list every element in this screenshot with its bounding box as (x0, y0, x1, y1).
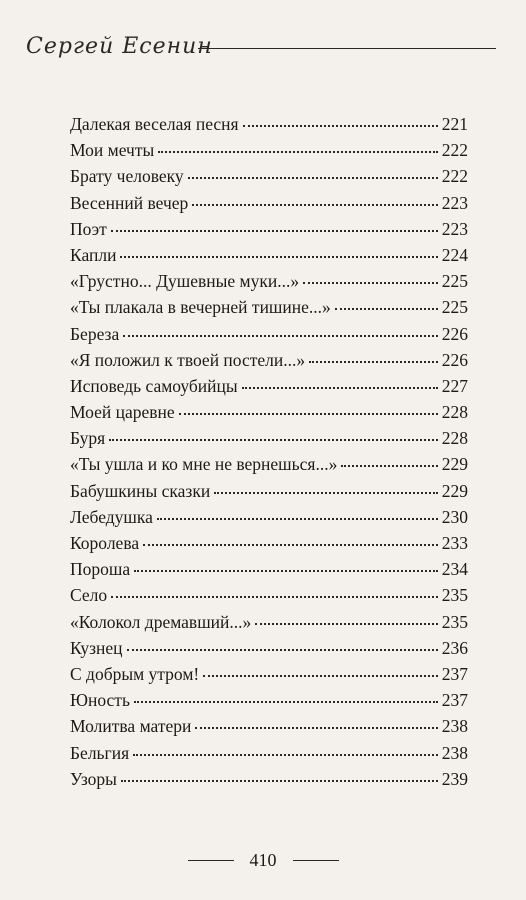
dot-leader (133, 734, 438, 756)
dot-leader (335, 288, 438, 310)
toc-entry-page: 239 (441, 768, 468, 789)
toc-entry-page: 222 (441, 140, 468, 161)
toc-entry-page: 236 (441, 637, 468, 658)
toc-entry-page: 234 (441, 559, 468, 580)
toc-entry-title: «Колокол дремавший...» (70, 611, 252, 632)
toc-entry-title: «Я положил к твоей постели...» (70, 349, 306, 370)
dot-leader (143, 524, 438, 546)
toc-entry-page: 227 (441, 375, 468, 396)
toc-entry-page: 223 (441, 192, 468, 213)
toc-entry-page: 237 (441, 663, 468, 684)
toc-entry-page: 226 (441, 323, 468, 344)
dot-leader (203, 655, 438, 677)
toc-entry-page: 221 (441, 114, 468, 134)
toc-entry-title: Лебедушка (70, 506, 153, 527)
toc-entry-page: 228 (441, 428, 468, 449)
toc-entry-title: Село (70, 585, 108, 606)
toc-entry-title: Бельгия (70, 742, 130, 763)
toc-entry-title: Поэт (70, 218, 107, 239)
dot-leader (341, 445, 437, 467)
dot-leader (127, 629, 438, 651)
toc-entry-title: «Грустно... Душевные муки...» (70, 271, 300, 292)
toc-entry-title: Узоры (70, 768, 117, 789)
dot-leader (242, 367, 438, 389)
page-number: 410 (249, 850, 277, 870)
folio-rule-right (293, 860, 339, 861)
dot-leader (214, 472, 438, 494)
dot-leader (111, 576, 438, 598)
dot-leader (158, 131, 438, 153)
toc-entry (70, 763, 468, 789)
dot-leader (188, 157, 438, 179)
toc-entry-title: Далекая веселая песня (70, 114, 239, 134)
dot-leader (120, 236, 437, 258)
toc-entry-title: «Ты плакала в вечерней тишине...» (70, 297, 331, 318)
toc-entry-page: 222 (441, 166, 468, 187)
toc-entry-page: 238 (441, 716, 468, 737)
toc-entry-page: 229 (441, 480, 468, 501)
dot-leader (111, 210, 438, 232)
toc-entry-page: 233 (441, 533, 468, 553)
toc-entry-page: 238 (441, 742, 468, 763)
toc-entry-title: Капли (70, 244, 117, 265)
dot-leader (255, 603, 437, 625)
toc-entry-page: 225 (441, 271, 468, 292)
toc-entry-title: Мои мечты (70, 140, 155, 161)
toc-entry-page: 225 (441, 297, 468, 318)
dot-leader (123, 315, 438, 337)
toc-entry-title: Бабушкины сказки (70, 480, 211, 501)
toc-entry-title: С добрым утром! (70, 663, 200, 684)
toc-entry-page: 226 (441, 349, 468, 370)
toc-entry-title: Молитва матери (70, 716, 192, 737)
header-rule (198, 48, 496, 49)
toc-entry-title: Буря (70, 428, 106, 449)
dot-leader (195, 707, 437, 729)
toc-entry-title: Королева (70, 533, 140, 553)
toc-entry-page: 228 (441, 402, 468, 423)
toc-entry-page: 223 (441, 218, 468, 239)
dot-leader (179, 393, 438, 415)
toc-entry-page: 235 (441, 585, 468, 606)
dot-leader (157, 498, 438, 520)
toc-entry-page: 224 (441, 244, 468, 265)
table-of-contents (70, 108, 468, 789)
dot-leader (121, 760, 438, 782)
toc-entry-title: Юность (70, 690, 130, 711)
toc-entry-page: 235 (441, 611, 468, 632)
page-footer (0, 848, 526, 872)
toc-entry-title: Кузнец (70, 637, 123, 658)
dot-leader (309, 341, 438, 363)
toc-entry-page: 229 (441, 454, 468, 475)
running-head (26, 30, 496, 64)
toc-entry-title: «Ты ушла и ко мне не вернешься...» (70, 454, 338, 475)
toc-entry-title: Береза (70, 323, 120, 344)
toc-entry-title: Исповедь самоубийцы (70, 375, 238, 396)
dot-leader (192, 184, 437, 206)
dot-leader (243, 105, 438, 127)
toc-entry-page: 230 (441, 506, 468, 527)
dot-leader (134, 681, 438, 703)
dot-leader (134, 550, 438, 572)
folio-rule-left (188, 860, 234, 861)
toc-entry-title: Моей царевне (70, 402, 175, 423)
toc-entry-title: Весенний вечер (70, 192, 189, 213)
toc-entry-title: Пороша (70, 559, 131, 580)
toc-entry-title: Брату человеку (70, 166, 184, 187)
toc-entry-page: 237 (441, 690, 468, 711)
dot-leader (303, 262, 438, 284)
dot-leader (109, 419, 438, 441)
author-name: Сергей Есенин (26, 34, 213, 59)
